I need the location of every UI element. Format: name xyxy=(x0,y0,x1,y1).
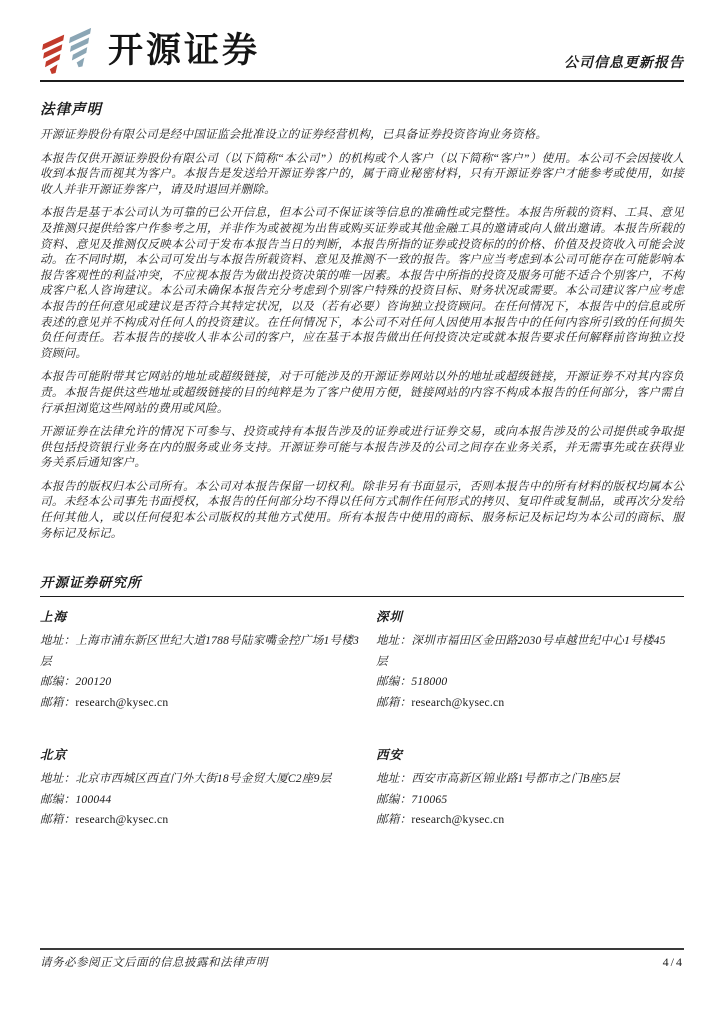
page-footer xyxy=(40,948,684,970)
legal-statement-section xyxy=(40,98,684,541)
legal-statement-title: 法律声明 xyxy=(40,102,102,118)
office-city: 西安 xyxy=(376,748,404,763)
office-zip: 邮编：200120 xyxy=(40,675,112,689)
office-xian xyxy=(376,745,684,831)
research-institute-section xyxy=(40,571,684,831)
office-address: 地址：上海市浦东新区世纪大道1788号陆家嘴金控广场1号楼3层 xyxy=(40,634,360,668)
office-shanghai xyxy=(40,607,376,713)
office-zip: 邮编：100044 xyxy=(40,792,112,806)
research-institute-title: 开源证券研究所 xyxy=(40,571,684,597)
brand-name: 开源证券 xyxy=(108,30,261,70)
report-type-label: 公司信息更新报告 xyxy=(564,56,684,71)
office-grid xyxy=(40,607,684,831)
brand-logo-icon xyxy=(40,26,98,74)
footer-disclaimer: 请务必参阅正文后面的信息披露和法律声明 xyxy=(40,957,268,969)
page-header xyxy=(40,0,684,82)
office-address: 地址：西安市高新区锦业路1号都市之门B座5层 xyxy=(376,772,620,786)
office-city: 上海 xyxy=(40,610,68,625)
office-beijing xyxy=(40,745,376,831)
legal-paragraph: 本报告的版权归本公司所有。本公司对本报告保留一切权利。除非另有书面显示，否则本报告中的所有材料的版权均属本公司。未经本公司事先书面授权，本报告的任何部分均不得以任何方式制作任何形式的拷贝、复印件或复制品，或再次分发给任何其他人，或以任何侵犯本公司版权的其他方式使用。所有本报告中使用的商标、服务标记及标记均为本公司的商标、服务标记及标记。 xyxy=(40,479,684,540)
office-zip: 邮编：518000 xyxy=(376,675,448,689)
office-email: 邮箱：research@kysec.cn xyxy=(40,695,169,709)
office-email: 邮箱：research@kysec.cn xyxy=(40,813,169,827)
office-address: 地址：北京市西城区西直门外大街18号金贸大厦C2座9层 xyxy=(40,772,332,786)
office-zip: 邮编：710065 xyxy=(376,792,448,806)
office-address: 地址：深圳市福田区金田路2030号卓越世纪中心1号楼45层 xyxy=(376,634,666,668)
page-number: 4/4 xyxy=(662,955,684,969)
brand xyxy=(40,26,260,74)
office-city: 深圳 xyxy=(376,610,404,625)
office-shenzhen xyxy=(376,607,684,713)
office-email: 邮箱：research@kysec.cn xyxy=(376,695,505,709)
office-city: 北京 xyxy=(40,748,68,763)
legal-paragraph: 本报告可能附带其它网站的地址或超级链接，对于可能涉及的开源证券网站以外的地址或超级链接，开源证券不对其内容负责。本报告提供这些地址或超级链接的目的纯粹是为了客户使用方便，链接网站的内容不构成本报告的任何部分，客户需自行承担浏览这些网站的费用或风险。 xyxy=(40,370,684,415)
legal-paragraph: 开源证券股份有限公司是经中国证监会批准设立的证券经营机构，已具备证券投资咨询业务资格。 xyxy=(40,128,548,141)
office-email: 邮箱：research@kysec.cn xyxy=(376,813,505,827)
legal-paragraph: 开源证券在法律允许的情况下可参与、投资或持有本报告涉及的证券或进行证券交易，或向本报告涉及的公司提供或争取提供包括投资银行业务在内的服务或业务支持。开源证券可能与本报告涉及的公司之间存在业务关系，并无需事先或在获得业务关系后通知客户。 xyxy=(40,425,684,470)
legal-paragraph: 本报告是基于本公司认为可靠的已公开信息，但本公司不保证该等信息的准确性或完整性。本报告所载的资料、工具、意见及推测只提供给客户作参考之用，并非作为或被视为出售或购买证券或其他金融工具的邀请或向人做出邀请。本报告所载的资料、意见及推测仅反映本公司于发布本报告当日的判断，本报告所指的证券或投资标的的价格、价值及投资收入可能会波动。在不同时期，本公司可发出与本报告所载资料、意见及推测不一致的报告。客户应当考虑到本公司可能存在可能影响本报告客观性的利益冲突，不应视本报告为做出投资决策的唯一因素。本报告中所指的投资及服务可能不适合个别客户，不构成客户私人咨询建议。本公司未确保本报告充分考虑到个别客户特殊的投资目标、财务状况或需要。本公司建议客户应考虑本报告的任何意见或建议是否符合其特定状况，以及（若有必要）咨询独立投资顾问。在任何情况下，本报告中的信息或所表述的意见并不构成对任何人的投资建议。在任何情况下，本公司不对任何人因使用本报告中的任何内容所引致的任何损失负任何责任。若本报告的接收人非本公司的客户，应在基于本报告做出任何投资决定或就本报告要求任何解释前咨询独立投资顾问。 xyxy=(40,206,684,360)
legal-paragraph: 本报告仅供开源证券股份有限公司（以下简称“本公司”）的机构或个人客户（以下简称“客户”）使用。本公司不会因接收人收到本报告而视其为客户。本报告是发送给开源证券客户的，属于商业秘密材料，只有开源证券客户才能参考或使用，如接收人并非开源证券客户，请及时退回并删除。 xyxy=(40,151,684,196)
